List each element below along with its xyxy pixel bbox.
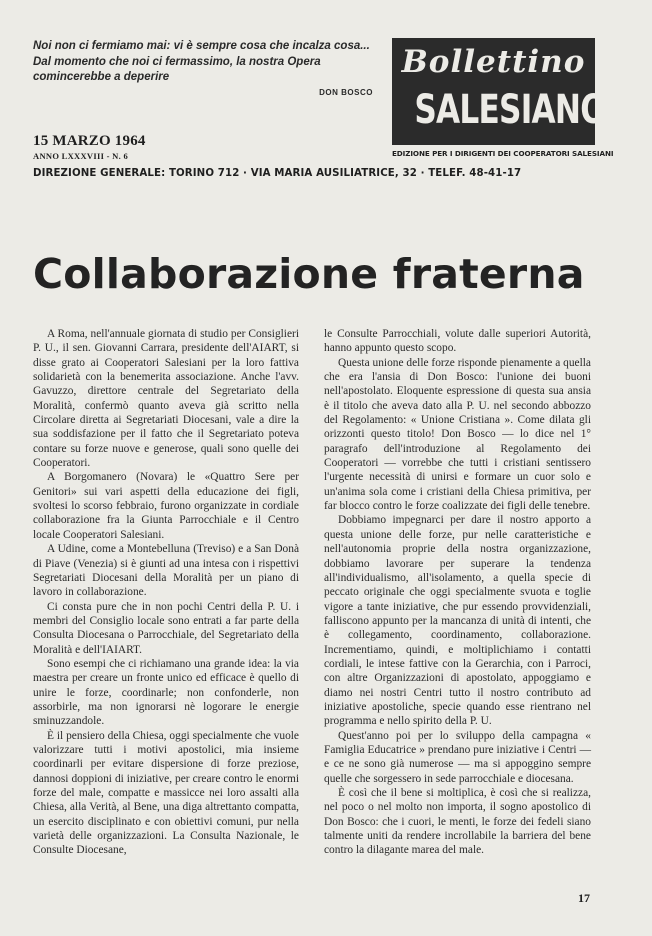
article-paragraph: Questa unione delle forze risponde pienamente a quella che era l'ansia di Don Bosco: l'unione dei buoni nell'apostolato. Eloquente espressione di questa sua ansia è il titolo che aveva dato alla P. U. nel secondo abbozzo del Regolamento: « Unione Cristiana ». Come dilata gli orizzonti questo titolo! Don Bosco — lo dice nel 1° paragrafo dell'introduzione al Regolamento dei Cooperatori — vorrebbe che tutti i cristiani sentissero l'urgente necessità di unirsi e formare un cuor solo e un'anima sola come i cristiani della Chiesa primitiva, per far blocco contro le forze coalizzate dei figli delle tenebre. [324,356,591,513]
address-line: DIREZIONE GENERALE: TORINO 712 · VIA MARIA AUSILIATRICE, 32 · TELEF. 48-41-17 [33,166,522,179]
edition-line: EDIZIONE PER I DIRIGENTI DEI COOPERATORI SALESIANI [392,149,614,158]
article-paragraph: Quest'anno poi per lo sviluppo della campagna « Famiglia Educatrice » prendano pure iniziative i Centri — e ce ne sono già numerose — ma si appoggino sempre quelle che sorgessero in sede parrocchiale e diocesana. [324,729,591,785]
quote-text: Noi non ci fermiamo mai: vi è sempre cosa che incalza cosa... Dal momento che noi ci fermassimo, la nostra Opera comincerebbe a deperire [33,40,370,83]
article-right-column [324,327,591,858]
article-title: Collaborazione fraterna [33,250,585,298]
article-paragraph: Dobbiamo impegnarci per dare il nostro apporto a questa unione delle forze, pur nelle caratteristiche e nell'autonomia proprie della nostra organizzazione, dobbiamo lavorare per superare la tendenza all'individualismo, all'isolamento, a quella specie di peccato originale che oggi specialmente svuota e toglie vigore a tante iniziative, che pur essendo provvidenziali, falliscono appunto per la mancanza di unità di intenti, che è collegamento, coordinamento, collaborazione. Incrementiamo, quindi, e moltiplichiamo i contatti cordiali, le intese fattive con la Gerarchia, con i Parroci, con altre Organizzazioni di apostolato, appoggiamo e diamo nei nostri Centri tutto il nostro contributo ad iniziative apostoliche, specie quando esse rientrano nel programma e nello spirito della P. U. [324,514,591,728]
article-paragraph: Sono esempi che ci richiamano una grande idea: la via maestra per creare un fronte unico ed efficace è quello di unire le forze, coordinarle; non confonderle, non assorbirle, ma non ignorarsi nè logorare le energie sminuzzandole. [33,657,299,728]
article-paragraph: È il pensiero della Chiesa, oggi specialmente che vuole valorizzare tutti i motivi apostolici, mia insieme coordinarli per evitare dispersione di forze preziose, dannosi doppioni di iniziative, per creare contro le enormi forze del male, compatte e massicce nei loro assalti alla Chiesa, alla Verità, al Bene, una diga altrettanto compatta, un esercito disciplinato e con obiettivi comuni, pur nella varietà delle organizzazioni. La Consulta Nazionale, le Consulte Diocesane, [33,729,299,857]
article-paragraph: È così che il bene si moltiplica, è così che si realizza, nel poco o nel molto non importa, il sogno apostolico di Don Bosco: che i cuori, le menti, le forze dei fedeli siano talmente uniti da rendere incrollabile la barriera del bene contro la dilagante marea del male. [324,787,591,857]
article-paragraph: A Udine, come a Montebelluna (Treviso) e a San Donà di Piave (Venezia) si è giunti ad una intesa con i rispettivi Segretariati Diocesani della Moralità per un piano di lavoro in collaborazione. [33,543,299,599]
issue-number: ANNO LXXXVIII - N. 6 [33,151,129,161]
page-number: 17 [578,891,590,905]
article-paragraph: A Roma, nell'annuale giornata di studio per Consiglieri P. U., il sen. Giovanni Carrara, presidente dell'AIART, si disse grato ai Cooperatori Salesiani per la loro fattiva solidarietà con la benemerita associazione. Anche l'avv. Gavuzzo, direttore centrale del Segretariato della Moralità, confermò quanto aveva già scritto nella Circolare diretta ai Segretariati Diocesani, vale a dire la sua soddisfazione per il fatto che il Segretariato poteva contare su forze nuove e generose, quali sono quelle dei Cooperatori. [33,328,299,470]
masthead [392,38,606,145]
header-quote [33,39,373,97]
masthead-script-title: Bollettino [401,44,586,80]
issue-date: 15 MARZO 1964 [33,133,146,149]
article-paragraph: Ci consta pure che in non pochi Centri della P. U. i membri del Consiglio locale sono entrati a far parte della Consulta Diocesana o Parrocchiale, del Segretariato della Moralità e dell'IAIART. [33,600,299,656]
article-left-column [33,327,299,858]
article-paragraph: le Consulte Parrocchiali, volute dalle superiori Autorità, hanno appunto questo scopo. [324,328,591,355]
article-paragraph: A Borgomanero (Novara) le «Quattro Sere per Genitori» sui vari aspetti della educazione dei figli, svoltesi lo scorso febbraio, furono organizzate in cordiale collaborazione fra la Giunta Parrocchiale e il Centro locale Cooperatori Salesiani. [33,471,299,541]
quote-author: DON BOSCO [319,88,373,97]
masthead-title: SALESIANO [414,87,606,133]
